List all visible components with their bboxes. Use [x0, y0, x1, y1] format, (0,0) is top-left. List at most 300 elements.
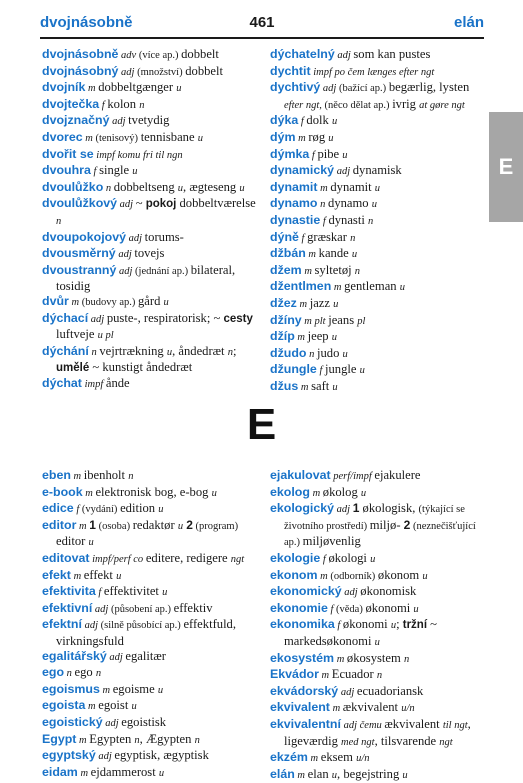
translation: tennisbane	[140, 129, 198, 144]
headword: ekonomický	[270, 584, 342, 599]
dictionary-entry	[42, 649, 260, 666]
translation: Ecuador	[331, 667, 377, 682]
note: (vydání)	[81, 504, 121, 516]
running-header	[40, 14, 484, 34]
grammar-label: m	[76, 520, 90, 532]
translation: effektivitet	[103, 584, 163, 599]
translation: egoist	[98, 698, 132, 713]
subentry-word: umělé	[56, 362, 90, 375]
translation: single	[99, 163, 133, 178]
grammar-label: n	[350, 232, 356, 244]
headword: ekolog	[270, 484, 310, 499]
translation: eksem	[320, 750, 357, 765]
note: (odborník)	[330, 570, 378, 582]
grammar-label: adj	[106, 651, 126, 663]
dictionary-entry	[42, 344, 260, 376]
grammar-label: f	[90, 166, 100, 178]
headword: efekt	[42, 567, 71, 582]
headword: ego	[42, 665, 65, 680]
grammar-label: impf komu fri til ngn	[93, 149, 183, 161]
grammar-label: adj	[88, 313, 107, 325]
grammar-label: n	[128, 471, 134, 482]
headword: ekonomie	[270, 600, 328, 615]
grammar-label: m	[294, 332, 308, 344]
headword: ekologie	[270, 550, 321, 565]
headword: eidam	[42, 764, 78, 779]
translation: dolk	[306, 113, 332, 128]
headword: ekvádorský	[270, 683, 339, 698]
translation: , åndedræt	[172, 343, 228, 358]
grammar-label: impf/perf co	[89, 553, 146, 565]
grammar-label: adj	[338, 686, 357, 698]
grammar-label: n	[194, 734, 200, 746]
grammar-label: adj	[115, 249, 135, 261]
headword: džentlmen	[270, 279, 332, 294]
grammar-label: m	[70, 570, 84, 582]
grammar-label: u	[359, 365, 365, 377]
translation: dobbelt	[185, 63, 223, 78]
grammar-label: ngt	[439, 736, 453, 748]
dictionary-entry	[42, 584, 260, 601]
translation: begærlig, lysten	[388, 80, 470, 95]
translation: ~ kunstigt åndedræt	[89, 360, 193, 375]
note: (budovy ap.)	[81, 296, 138, 308]
dictionary-entry	[270, 717, 486, 750]
translation: ibenholt	[83, 468, 129, 482]
note: (působení ap.)	[110, 603, 174, 615]
grammar-label: adj	[341, 587, 361, 599]
grammar-label: m	[68, 296, 82, 308]
translation: kande	[318, 246, 352, 261]
headword: dychtivý	[270, 80, 321, 95]
grammar-label: pl	[357, 315, 366, 327]
dictionary-entry	[270, 346, 486, 363]
grammar-label: impf po čem længes efter ngt	[310, 66, 435, 78]
dictionary-entry	[270, 501, 486, 551]
headword: džus	[270, 378, 299, 393]
dictionary-entry	[42, 765, 260, 782]
translation: torums-	[144, 229, 184, 244]
grammar-label: at gøre ngt	[419, 99, 465, 111]
dictionary-entry	[270, 700, 486, 717]
grammar-label: n	[88, 346, 100, 358]
grammar-label: u	[374, 182, 381, 194]
translation: jeans	[328, 312, 358, 327]
grammar-label: adj	[334, 50, 354, 61]
grammar-label: m	[82, 132, 96, 144]
dictionary-entry	[270, 279, 486, 296]
grammar-label: m	[309, 487, 323, 499]
translation: egyptisk, ægyptisk	[114, 748, 209, 763]
dictionary-entry	[42, 246, 260, 263]
headword: ekvivalent	[270, 700, 330, 715]
dictionary-entry	[270, 130, 486, 147]
grammar-label: u	[399, 282, 405, 294]
translation: luftveje	[56, 327, 98, 342]
translation: ;	[396, 617, 403, 632]
grammar-label: adj	[126, 232, 145, 244]
headword: dvoulůžko	[42, 179, 104, 194]
column-top-left	[42, 47, 260, 392]
grammar-label: m	[317, 570, 331, 582]
column-bottom-left	[42, 468, 260, 781]
grammar-label: n	[354, 265, 361, 277]
dictionary-entry	[42, 665, 260, 682]
last-headword: elán	[453, 14, 484, 31]
grammar-label: m	[70, 471, 84, 482]
headword: džudo	[270, 345, 307, 360]
note: (jednání ap.)	[135, 265, 191, 277]
translation: puste-, respiratorisk; ~	[106, 310, 224, 325]
grammar-label: u/n	[356, 753, 370, 765]
dictionary-entry	[270, 213, 486, 230]
grammar-label: adj	[118, 66, 138, 78]
grammar-label: u	[158, 767, 165, 779]
note: (týkající se životního prostředí)	[284, 504, 465, 532]
grammar-label: til ngt	[442, 719, 468, 731]
translation: økosystem	[346, 650, 404, 665]
grammar-label: u	[239, 182, 245, 194]
headword: džez	[270, 295, 297, 310]
grammar-label: m	[85, 701, 99, 713]
dictionary-entry	[42, 698, 260, 715]
grammar-label: n	[403, 653, 410, 665]
translation: bilateral, tosidig	[56, 262, 236, 294]
grammar-label: m	[99, 684, 113, 696]
translation: dynamisk	[352, 163, 402, 178]
note: (věda)	[336, 603, 366, 615]
dictionary-entry	[270, 362, 486, 379]
translation: ivrig	[392, 96, 420, 111]
translation: syltetøj	[314, 262, 355, 277]
translation: gentleman	[344, 279, 400, 294]
grammar-label: adj čemu	[340, 719, 385, 731]
translation: egoisme	[112, 681, 158, 696]
dictionary-entry	[42, 230, 260, 247]
grammar-label: u	[116, 570, 122, 582]
column-top-right	[270, 47, 486, 395]
subentry-word: cesty	[223, 312, 253, 325]
dictionary-entry	[42, 64, 260, 81]
translation: effekt	[83, 567, 117, 582]
grammar-label: n	[317, 199, 329, 211]
dictionary-entry	[270, 230, 486, 247]
grammar-label: adj	[334, 166, 353, 178]
headword: efektivní	[42, 600, 93, 615]
headword: dvojtečka	[42, 96, 100, 111]
grammar-label: n	[306, 348, 317, 360]
headword: džungle	[270, 362, 317, 377]
dictionary-entry	[270, 551, 486, 568]
header-rule	[40, 37, 484, 39]
grammar-label: u	[333, 298, 339, 310]
translation: tovejs	[134, 246, 165, 261]
headword: dvoulůžkový	[42, 196, 118, 211]
grammar-label: m	[307, 753, 321, 765]
grammar-label: m	[318, 670, 332, 682]
headword: efektivita	[42, 584, 96, 599]
grammar-label: u	[166, 346, 173, 358]
grammar-label: f	[334, 620, 343, 632]
dictionary-entry	[42, 196, 260, 229]
translation: editor	[56, 534, 89, 549]
dictionary-entry	[270, 767, 486, 783]
headword: ekonom	[270, 567, 318, 582]
grammar-label: adj	[116, 265, 136, 277]
dictionary-entry	[270, 196, 486, 213]
grammar-label: u	[177, 520, 184, 532]
dictionary-entry	[42, 617, 260, 648]
grammar-label: u	[360, 487, 367, 499]
grammar-label: m	[77, 767, 91, 779]
translation: ejakulere	[374, 468, 421, 482]
note: (více ap.)	[138, 50, 182, 61]
headword: ekonomika	[270, 617, 335, 632]
grammar-label: u	[332, 381, 338, 393]
translation: røg	[308, 129, 329, 144]
grammar-label: m	[305, 249, 319, 261]
headword: elán	[270, 766, 295, 781]
translation: pibe	[317, 146, 343, 161]
headword: edice	[42, 501, 74, 516]
headword: dvojnásobný	[42, 63, 119, 78]
headword: e-book	[42, 484, 83, 499]
grammar-label: f	[320, 215, 329, 227]
headword: dvořit se	[42, 146, 94, 161]
note: (neznečišťující ap.)	[284, 520, 476, 549]
dictionary-entry	[270, 180, 486, 197]
headword: editovat	[42, 550, 90, 565]
grammar-label: n	[376, 670, 383, 682]
grammar-label: u	[328, 132, 334, 144]
dictionary-entry	[270, 750, 486, 767]
grammar-label: u	[342, 149, 348, 161]
grammar-label: m	[329, 703, 343, 715]
translation: økonomi	[342, 617, 391, 632]
dictionary-entry	[42, 180, 260, 197]
grammar-label: adj	[81, 620, 101, 632]
grammar-label: u/n	[401, 703, 415, 715]
headword: dýchací	[42, 310, 89, 325]
dictionary-entry	[270, 468, 486, 485]
translation: , Ægypten	[139, 731, 195, 746]
grammar-label: n	[103, 182, 114, 194]
grammar-label: n	[367, 215, 374, 227]
grammar-label: u	[331, 332, 337, 344]
sense-number: 2	[186, 517, 193, 532]
headword: dynamo	[270, 196, 318, 211]
dictionary-entry	[270, 246, 486, 263]
headword: egoista	[42, 698, 86, 713]
grammar-label: n	[64, 668, 75, 680]
headword: dým	[270, 129, 296, 144]
dictionary-entry	[42, 130, 260, 147]
grammar-label: adj	[92, 603, 111, 615]
thumb-index-tab	[489, 112, 523, 222]
page-number: 461	[249, 14, 275, 31]
grammar-label: u	[370, 553, 376, 565]
dictionary-entry	[42, 97, 260, 114]
headword: dýmka	[270, 146, 310, 161]
grammar-label: u	[331, 769, 338, 781]
translation: jazz	[309, 295, 334, 310]
translation: økologi	[328, 550, 371, 565]
dictionary-entry	[270, 651, 486, 668]
grammar-label: u	[132, 166, 138, 178]
headword: ekvivalentní	[270, 716, 341, 731]
sense-number: 2	[403, 517, 411, 532]
headword: dvouhra	[42, 163, 91, 178]
subentry-word: pokoj	[145, 198, 177, 211]
dictionary-entry	[270, 296, 486, 313]
dictionary-entry	[42, 485, 260, 502]
dictionary-entry	[42, 568, 260, 585]
dictionary-entry	[42, 147, 260, 164]
dictionary-entry	[42, 732, 260, 749]
translation: miljøvenlig	[302, 534, 361, 549]
grammar-label: u	[211, 487, 217, 499]
dictionary-entry	[42, 551, 260, 568]
note: (množství)	[137, 66, 186, 78]
headword: džem	[270, 262, 302, 277]
grammar-label: n	[134, 734, 140, 746]
headword: dýka	[270, 113, 299, 128]
translation: græskar	[307, 229, 351, 244]
subentry-word: tržní	[402, 619, 428, 632]
translation: økonomisk	[360, 584, 417, 599]
headword: egalitářský	[42, 648, 107, 663]
headword: dvorec	[42, 129, 83, 144]
dictionary-entry	[42, 263, 260, 294]
translation: ækvivalent	[384, 716, 443, 731]
headword: dvoustranný	[42, 262, 117, 277]
dictionary-entry	[42, 501, 260, 518]
grammar-label: u	[374, 636, 380, 648]
headword: dýchání	[42, 343, 89, 358]
headword: eben	[42, 468, 71, 482]
grammar-label: u	[197, 132, 203, 144]
grammar-label: f	[309, 149, 318, 161]
grammar-label: u	[158, 504, 164, 516]
headword: dynastie	[270, 212, 321, 227]
grammar-label: adj	[117, 199, 136, 211]
translation: redaktør	[132, 517, 178, 532]
translation: dynasti	[328, 212, 368, 227]
translation: som kan pustes	[353, 47, 431, 61]
dictionary-entry	[270, 263, 486, 280]
grammar-label: u pl	[97, 330, 114, 342]
grammar-label: m	[294, 769, 308, 781]
translation: tvetydig	[128, 113, 170, 128]
grammar-label: adj	[95, 751, 115, 763]
dictionary-entry	[42, 468, 260, 485]
sense-number: 1	[352, 501, 360, 516]
dictionary-entry	[42, 518, 260, 551]
headword: egoistický	[42, 714, 103, 729]
translation: vejrtrækning	[99, 343, 167, 358]
grammar-label: adj	[102, 717, 122, 729]
note: (program)	[192, 520, 239, 532]
grammar-label: u	[157, 684, 164, 696]
headword: Egypt	[42, 731, 77, 746]
grammar-label: u	[413, 603, 419, 615]
translation: egalitær	[125, 648, 166, 663]
headword: dvůr	[42, 293, 69, 308]
grammar-label: f	[327, 603, 337, 615]
headword: džíny	[270, 312, 302, 327]
dictionary-entry	[270, 80, 486, 113]
translation: effektiv	[173, 600, 213, 615]
translation: Egypten	[89, 731, 135, 746]
note: (bažící ap.)	[338, 83, 389, 95]
headword: džbán	[270, 246, 306, 261]
grammar-label: adv	[118, 50, 139, 61]
translation: saft	[311, 378, 333, 393]
dictionary-entry	[42, 376, 260, 393]
translation: effektfuld, virkningsfuld	[56, 617, 237, 648]
dictionary-entry	[270, 617, 486, 650]
headword: ekosystém	[270, 650, 335, 665]
note: (osoba)	[95, 520, 133, 532]
dictionary-entry	[270, 584, 486, 601]
dictionary-entry	[42, 294, 260, 311]
translation: , begejstring	[337, 766, 403, 781]
headword: dvojník	[42, 80, 86, 95]
grammar-label: ngt	[230, 553, 245, 565]
translation: økolog	[322, 484, 361, 499]
note: (tenisový)	[95, 132, 141, 144]
grammar-label: f	[298, 116, 307, 128]
grammar-label: perf/impf	[330, 471, 375, 482]
dictionary-entry	[42, 80, 260, 97]
translation: ånde	[105, 375, 130, 390]
grammar-label: m	[298, 381, 312, 393]
dictionary-entry	[42, 163, 260, 180]
dictionary-entry	[42, 601, 260, 618]
dictionary-entry	[42, 682, 260, 699]
headword: dynamit	[270, 179, 318, 194]
dictionary-entry	[270, 163, 486, 180]
dictionary-entry	[270, 601, 486, 618]
dictionary-entry	[42, 748, 260, 765]
dictionary-entry	[270, 684, 486, 701]
translation: edition	[120, 501, 159, 516]
grammar-label: f	[320, 553, 329, 565]
grammar-label: m	[334, 653, 347, 665]
translation: judo	[316, 345, 343, 360]
grammar-label: u	[163, 296, 169, 308]
dictionary-entry	[42, 311, 260, 344]
grammar-label: u	[402, 769, 408, 781]
grammar-label: impf	[81, 378, 106, 390]
dictionary-entry	[270, 147, 486, 164]
grammar-label: u	[177, 182, 184, 194]
grammar-label: adj	[334, 504, 353, 516]
translation: ejdammerost	[90, 764, 159, 779]
grammar-label: u	[331, 116, 338, 128]
grammar-label: n	[139, 99, 145, 111]
headword: dýchat	[42, 375, 82, 390]
translation: økonom	[377, 567, 423, 582]
dictionary-entry	[270, 313, 486, 330]
headword: efektní	[42, 617, 82, 632]
headword: egyptský	[42, 748, 96, 763]
headword: dýchatelný	[270, 47, 335, 61]
grammar-label: f	[95, 587, 104, 599]
translation: dynamo	[328, 196, 372, 211]
dictionary-entry	[270, 329, 486, 346]
grammar-label: u	[390, 620, 397, 632]
